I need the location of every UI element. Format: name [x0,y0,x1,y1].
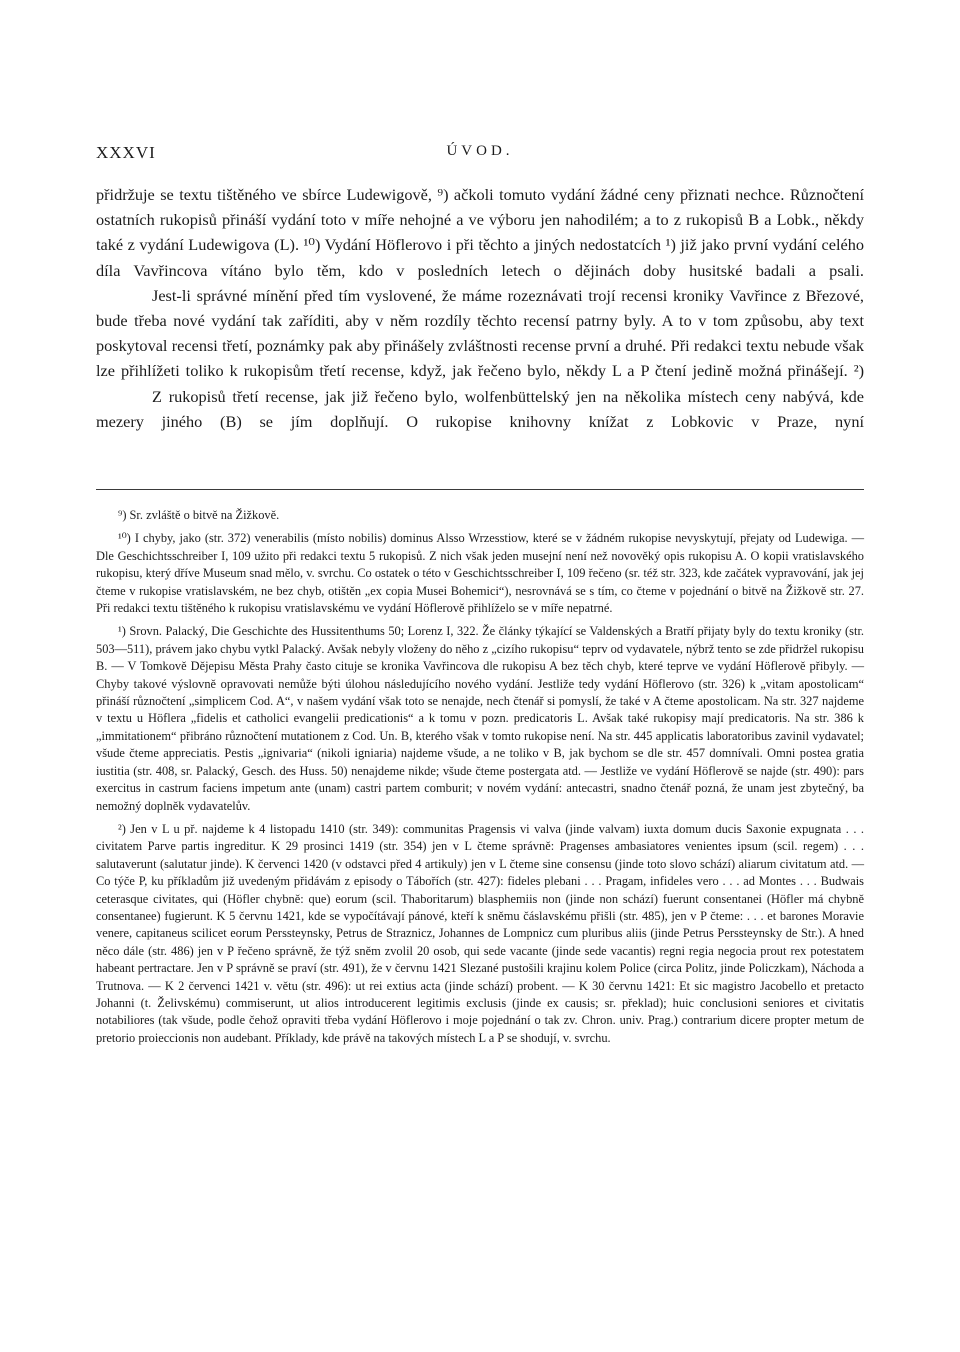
footnote: ²) Jen v L u př. najdeme k 4 listopadu 1410 (str. 349): communitas Pragensis vi valva (jinde valvam) iuxta domum ducis Saxonie expugnata . . . civitatem Parve partis ingreditur. K 29 prosinci 1419 (str. 354) jen v L čteme správně: Pragenses ambasiatores venientes ipsum (scil. regem) . . . salutaverunt (salutatur jinde). K červenci 1420 (v odstavci před 4 artikuly) jen v L čteme sine consensu (jinde toto slovo schází) aliarum civitatum atd. — Co týče P, ku příkladům již uvedeným přidávám z episody o Tábořích (str. 427): fideles plebani . . . Pragam, infideles vero . . . ad Montes . . . Budwais ceterasque civitates, qui (Höfler chybně: que) eorum (scil. Thaboritarum) blasphemiis non (jinde non schází) fuerunt consentanei (Höfler má chybně consentanee) fugierunt. K 5 červnu 1421, kde se vypočítávají pánové, kteří k sněmu čáslavskému přišli (str. 485), jen v P čteme: . . . et barones Moravie venere, capitaneus scilicet eorum Perssteynsky, Petrus de Straznicz, Johannes de Lompnicz cum pluribus aliis (jinde Petrus Perssteynsky de Str.). A hned něco dále (str. 486) jen v P řečeno správně, že týž sněm zvolil 20 osob, qui sede vacante (jinde sede vacantis) regni regia negocia prout rex potestatem habeant pertractare. Jen v P správně se praví (str. 491), že v červnu 1421 Slezané pustošili krajinu kolem Police (circa Politz, jinde Policzkam), Náchoda a Trutnova. — K 2 červenci 1421 v. větu (str. 496): ut rei extius acta (jinde schází) probent. — K 30 červnu 1421: Et sic magistro Jacobello et pretacto Johanni (t. Želivskému) commiserunt, ut alios introducerent legitimis exclusis (jinde ex causis; sr. překlad); huic conclusioni seniores et civitatis notabiliores (tak všude, podle čehož opraviti třeba vydání Höflerovo i moje pojednání o tak zv. Chron. univ. Prag.) contrarium dicere propter metum de pretorio proieccionis non audebant. Příklady, kde právě na takových místech L a P se shodují, v. svrchu. [96,821,864,1045]
footnote: ¹⁰) I chyby, jako (str. 372) venerabilis (místo nobilis) dominus Alsso Wrzesstiow, které se v žádném rukopise nevyskytují, přejaty od Ludewiga. — Dle Geschichtsschreiber I, 109 užito při redakci textu 5 rukopisů. Z nich však jeden musejní není než novověký opis rukopisu A. O kopii vratislavského rukopisu, který dříve Museum snad mělo, v. svrchu. Co ostatek o této v Geschichtsschreiber I, 109 řečeno (sr. též str. 323, kde začátek vypravování, jak jej čteme v rukopise vratislavském, ne bez chyb, otištěn „ex copia Musei Bohemici“), nesrovnává se s tím, co čteme v pojednání o bitvě na Žižkově str. 27. Při redakci textu tištěného k rukopisu vratislavskému ve vydání Höflerově přihlíželo se v míře nepatrné. [96,531,864,616]
footnote: ¹) Srovn. Palacký, Die Geschichte des Hussitenthums 50; Lorenz I, 322. Že články týkající se Valdenských a Bratří přijaty byly do textu kroniky (str. 503—511), právem jako chybu vytkl Palacký. Avšak nebyly vloženy do něho z „cizího rukopisu“ teprv od vydavatele, nýbrž tento se zde přidržel rukopisu B. — V Tomkově Dějepisu Města Prahy často cituje se kronika Vavřincova dle rukopisu A bez těch chyb, které teprve ve vydání Höflerově přibyly. — Chyby takové výslovně opravovati nemůže býti úlohou následujícího nového vydání. Jestliže tedy vydání Höflerovo (str. 326) k „vitam apostolicam“ přináší různočtení „simplicem Cod. A“, v našem vydání však toto se nenajde, nech čtenář si pomyslí, že také v A čteme apostolicam. Na str. 327 najdeme v textu u Höflera „fidelis et catholici evangelii predicationis“ a k tomu v pozn. predicatoris L. Avšak také rukopisy mají predicatoris. Na str. 386 k „immitationem“ přibráno různočtení mutationem z Cod. Un. B, kterého však v tomto rukopise není. Na str. 445 applicatis laboratoribus zavinil vydavatel; všude čteme appreciatis. Pestis „ignivaria“ (nikoli igniaria) najdeme všude, a ne toliko v B, jak bychom se dle str. 457 domnívali. Omni postea gratia iustitia (str. 408, sr. Palacký, Gesch. des Huss. 50) nenajdeme nikde; všude čteme postergata atd. — Jestliže ve vydání Höflerově se najde (str. 490): pars exercitus in castrum faciens impetum ante (unam) castri partem comburit; v novém vydání: antecastri, snadno čtenář pozná, že unam jest zbytečný, ba nemožný doplněk vydavatelův. [96,624,864,813]
page-number: XXXVI [96,143,156,162]
footnote: ⁹) Sr. zvláště o bitvě na Žižkově. [118,508,280,522]
page-header [96,143,864,167]
footnotes [96,507,864,1053]
main-paragraph: Z rukopisů třetí recense, jak již řečeno bylo, wolfenbüttelský jen na několika místech ceny nabývá, kde mezery jiného (B) se jím doplňují. O rukopise knihovny knížat z Lobkovic v Praze, nyní [96,386,864,431]
footnote-separator [96,489,864,490]
main-text [96,182,864,434]
running-head: ÚVOD. [446,143,514,159]
main-paragraph: přidržuje se textu tištěného ve sbírce Ludewigově, ⁹) ačkoli tomuto vydání žádné ceny přiznati nechce. Různočtení ostatních rukopisů přináší vydání toto v míře nehojné a ve výboru jen nahodilém; a to z rukopisů B a Lobk., někdy také z vydání Ludewigova (L). ¹⁰) Vydání Höflerovo i při těchto a jiných nedostatcích ¹) již jako první vydání celého díla Vavřincova vítáno bylo těm, kdo v posledních letech o dějinách doby husitské badali a psali. [96,185,864,280]
main-paragraph: Jest-li správné mínění před tím vyslovené, že máme rozeznávati trojí recensi kroniky Vavřince z Březové, bude třeba nové vydání tak zaříditi, aby v něm rozdíly těchto recensí patrny byly. A to v tom způsobu, aby text poskytoval recensi třetí, poznámky pak aby přinášely zvláštnosti recense první a druhé. Při redakci textu nebude však lze přihlížeti toliko k rukopisům třetí recense, když, jak řečeno bylo, někdy L a P čtení jedině možná přinášejí. ²) [96,285,864,381]
